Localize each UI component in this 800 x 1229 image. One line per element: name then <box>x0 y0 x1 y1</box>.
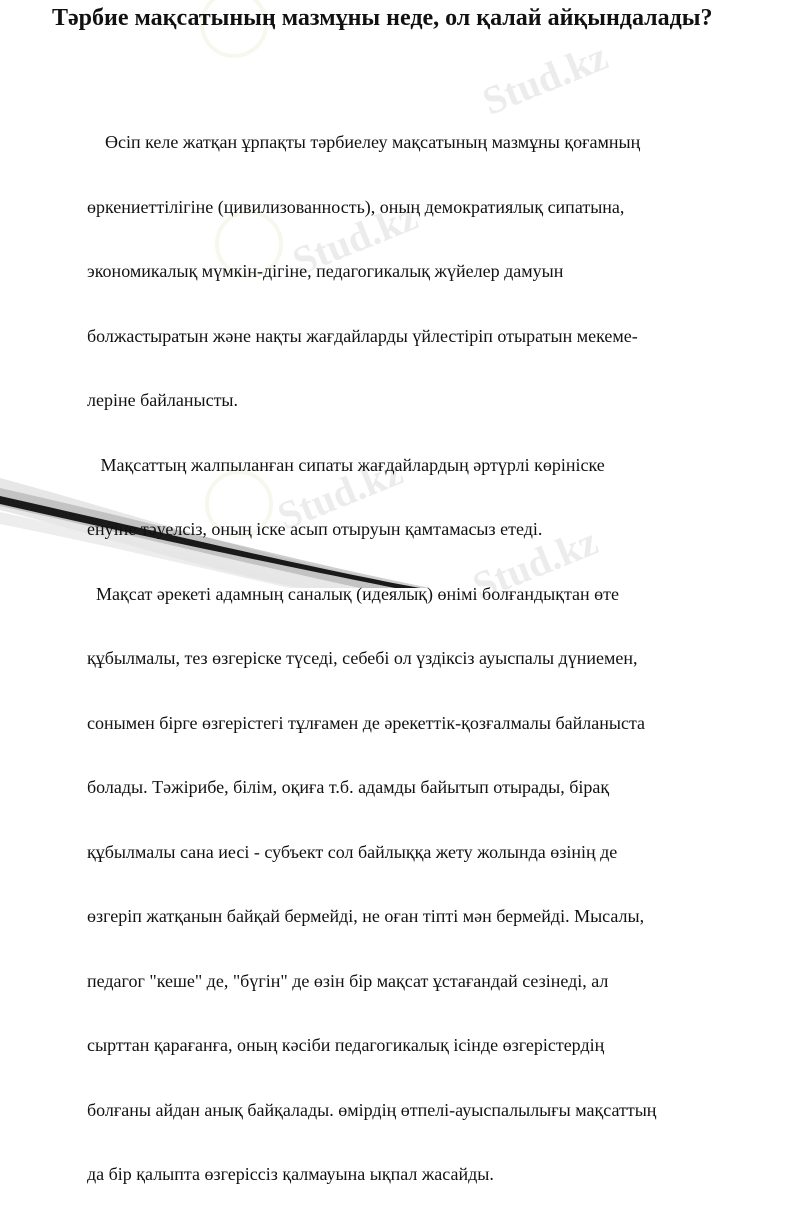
body-line: леріне байланысты. <box>87 390 239 410</box>
body-line: Мақсат әрекеті адамның саналық (идеялық) өнімі болғандықтан өте <box>87 583 620 604</box>
body-line: сонымен бірге өзгерістегі тұлғамен де әрекеттік-қозғалмалы байланыста <box>87 712 646 733</box>
body-line: болжастыратын және нақты жағдайларды үйлестіріп отыратын мекеме- <box>87 325 638 346</box>
watermark-text: Stud.kz <box>271 448 409 539</box>
body-line: өзгеріп жатқанын байқай бермейді, не оған тіпті мән бермейді. Мысалы, <box>87 906 645 926</box>
body-paragraph <box>87 89 799 1229</box>
body-line: экономикалық мүмкін-дігіне, педагогикалық жүйелер дамуын <box>87 261 564 281</box>
watermark-text: Stud.kz <box>286 193 424 284</box>
body-line: құбылмалы, тез өзгеріске түседі, себебі ол үздіксіз ауыспалы дүниемен, <box>87 648 638 668</box>
body-line: да бір қалыпта өзгеріссіз қалмауына ықпал жасайды. <box>87 1164 494 1184</box>
body-line: Мақсаттың жалпыланған сипаты жағдайлардың әртүрлі көрініске <box>87 454 605 475</box>
body-line: өркениеттілігіне (цивилизованность), оның демократиялық сипатына, <box>87 196 625 217</box>
body-line: болғаны айдан анық байқалады. өмірдің өтпелі-ауыспалылығы мақсаттың <box>87 1099 657 1120</box>
body-line: енуіне тәуелсіз, оның іске асып отыруын қамтамасыз етеді. <box>87 519 543 539</box>
body-line: құбылмалы сана иесі - субъект сол байлыққа жету жолында өзінің де <box>87 841 618 862</box>
watermark-text: Stud.kz <box>466 518 604 609</box>
body-line: сырттан қарағанға, оның кәсіби педагогикалық ісінде өзгерістердің <box>87 1035 605 1055</box>
slide-title: Тәрбие мақсатының мазмұны неде, ол қалай айқындалады? <box>52 5 713 31</box>
body-line: педагог "кеше" де, "бүгін" де өзін бір мақсат ұстағандай сезінеді, ал <box>87 970 609 991</box>
body-line: Өсіп келе жатқан ұрпақты тәрбиелеу мақсатының мазмұны қоғамның <box>87 132 641 152</box>
body-line: болады. Тәжірибе, білім, оқиға т.б. адамды байытып отырады, бірақ <box>87 777 610 797</box>
watermark-text: Stud.kz <box>476 33 614 124</box>
